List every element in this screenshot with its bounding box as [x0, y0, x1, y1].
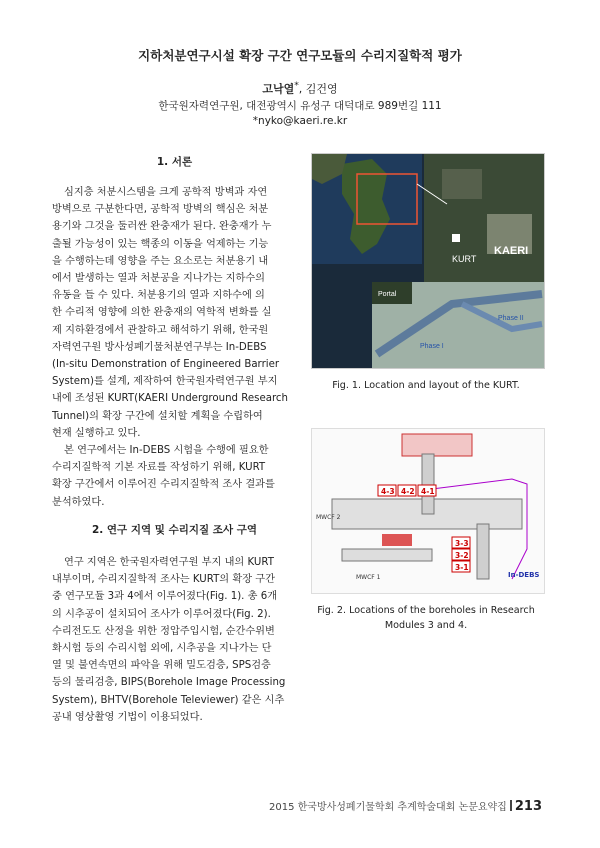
corresponding-mark: * — [294, 80, 299, 91]
text-line: 공내 영상촬영 기법이 이용되었다. — [52, 711, 203, 723]
text-line: 화시험 등의 수리시험 외에, 시추공을 지나가는 단 — [52, 643, 272, 655]
affiliation: 한국원자력연구원, 대전광역시 유성구 대덕대로 989번길 111 — [158, 100, 442, 112]
boreholes-side — [452, 537, 470, 572]
borehole-label: 3-3 — [455, 539, 469, 548]
mwcf2-label: MWCF 2 — [316, 514, 341, 521]
text-line: 본 연구에서는 In-DEBS 시험을 수행에 필요한 — [64, 445, 269, 457]
text-line: 수리전도도 산정을 위한 정압주입시험, 순간수위변 — [52, 625, 275, 637]
text-line: 자력연구원 방사성폐기물처분연구부는 In-DEBS — [52, 341, 267, 353]
text-line: 내부이며, 수리지질학적 조사는 KURT의 확장 구간 — [52, 574, 275, 586]
borehole-label: 3-2 — [455, 551, 469, 560]
footer-separator — [510, 800, 512, 811]
borehole-layout-figure — [312, 429, 544, 593]
co-authors: , 김건영 — [298, 82, 338, 96]
text-line: 방벽으로 구분한다면, 공학적 방벽의 핵심은 처분 — [52, 204, 269, 216]
lead-author: 고낙열 — [262, 82, 295, 96]
figure2-caption-line1: Fig. 2. Locations of the boreholes in Research — [317, 605, 535, 616]
text-line: 내에 조성된 KURT(KAERI Underground Research — [52, 393, 288, 405]
figure2-caption-line2: Modules 3 and 4. — [384, 620, 468, 631]
text-line: 확장 구간에서 이루어진 수리지질학적 조사 결과를 — [52, 479, 275, 491]
figure-2 — [311, 428, 545, 594]
text-line: 분석하였다. — [52, 496, 105, 508]
text-line: 출될 가능성이 있는 핵종의 이동을 억제하는 기능 — [52, 238, 269, 250]
text-line: 유동을 들 수 있다. 처분용기의 열과 지하수에 의 — [52, 290, 265, 302]
phase1-label: Phase I — [420, 343, 444, 350]
boreholes-top — [378, 485, 436, 496]
text-line: 용기와 그것을 둘러싼 완충재가 된다. 완충재가 누 — [52, 221, 272, 233]
text-line: System)를 설계, 제작하여 한국원자력연구원 부지 — [52, 376, 278, 388]
borehole-label: 4-2 — [401, 487, 415, 496]
email: *nyko@kaeri.re.kr — [252, 115, 348, 127]
section1-body — [52, 184, 297, 511]
section1-heading: 1. 서론 — [156, 156, 193, 168]
text-line: 등의 물리검층, BIPS(Borehole Image Processing — [52, 677, 286, 689]
text-line: 연구 지역은 한국원자력연구원 부지 내의 KURT — [64, 557, 274, 568]
borehole-label: 3-1 — [455, 563, 469, 572]
borehole-label: 4-1 — [421, 487, 435, 496]
text-line: System), BHTV(Borehole Televiewer) 같은 시추 — [52, 694, 285, 706]
figure1-caption: Fig. 1. Location and layout of the KURT. — [332, 380, 520, 391]
kurt-label: KURT — [452, 254, 477, 264]
figure-1 — [311, 153, 545, 369]
text-line: Tunnel)의 확장 구간에 설치할 계획을 수립하여 — [52, 410, 263, 422]
module-box-top — [402, 434, 472, 456]
borehole-label: 4-3 — [381, 487, 395, 496]
indebs-label: In-DEBS — [508, 571, 540, 579]
page-number: 213 — [514, 799, 542, 814]
text-line: 현재 실행하고 있다. — [52, 427, 141, 439]
kurt-location-figure — [312, 154, 544, 368]
kaeri-label: KAERI — [494, 245, 529, 257]
text-line: 수리지질학적 기본 자료를 작성하기 위해, KURT — [52, 462, 266, 474]
author-line — [0, 80, 600, 97]
proceedings-title: 2015 한국방사성폐기물학회 추계학술대회 논문요약집 — [269, 802, 507, 813]
portal-label: Portal — [378, 291, 397, 298]
page-footer — [269, 798, 542, 814]
phase2-label: Phase II — [498, 315, 524, 322]
text-line: 제 지하환경에서 관찰하고 해석하기 위해, 한국원 — [52, 324, 269, 336]
text-line: 중 연구모듈 3과 4에서 이루어졌다(Fig. 1). 총 6개 — [52, 591, 278, 603]
text-line: 에서 발생하는 열과 처분공을 지나가는 지하수의 — [52, 273, 266, 285]
text-line: (In-situ Demonstration of Engineered Barrier — [52, 359, 280, 371]
section2-body — [52, 554, 297, 726]
figure2-caption — [310, 603, 542, 633]
mwcf1-label: MWCF 1 — [356, 574, 381, 581]
text-line: 을 수행하는데 영향을 주는 요소로는 처분용기 내 — [52, 255, 269, 267]
text-line: 한 수리적 영향에 의한 완충재의 역학적 변화를 실 — [52, 307, 272, 319]
text-line: 의 시추공이 설치되어 조사가 이루어졌다(Fig. 2). — [52, 608, 271, 620]
text-line: 심지층 처분시스템을 크게 공학적 방벽과 자연 — [64, 187, 268, 198]
text-line: 열 및 불연속면의 파악을 위해 밀도검층, SPS검층 — [52, 660, 271, 672]
paper-title: 지하처분연구시설 확장 구간 연구모듈의 수리지질학적 평가 — [138, 48, 462, 63]
section2-heading: 2. 연구 지역 및 수리지질 조사 구역 — [91, 524, 258, 536]
